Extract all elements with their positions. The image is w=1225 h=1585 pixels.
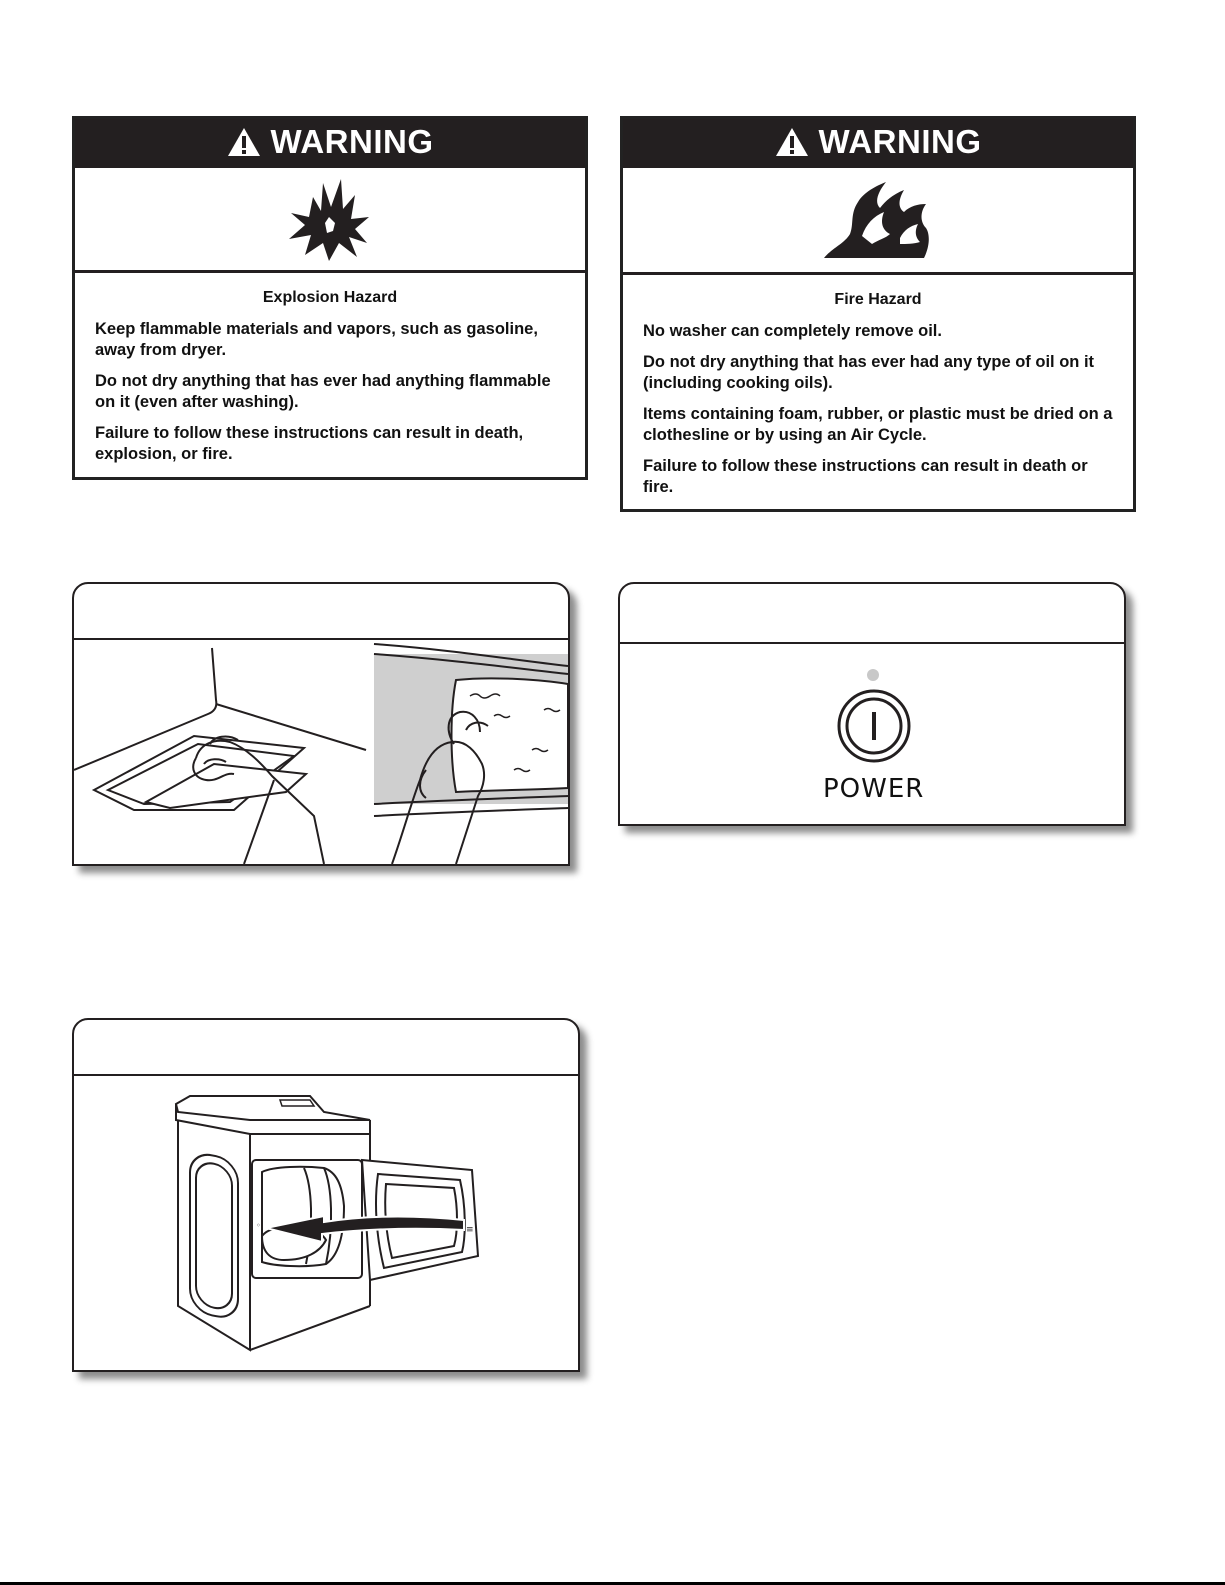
lint-screen-panel	[72, 582, 570, 866]
power-panel	[618, 582, 1126, 826]
power-button-icon[interactable]	[834, 686, 914, 766]
hazard-title: Fire Hazard	[834, 291, 922, 308]
power-label: POWER	[823, 774, 925, 804]
explosion-icon	[285, 177, 375, 261]
panel-title-bar	[74, 1020, 578, 1076]
dryer-loading-illustration	[74, 1076, 578, 1370]
lint-screen-illustration	[74, 640, 568, 864]
signal-word: WARNING	[818, 123, 982, 160]
indicator-light-icon	[866, 668, 880, 682]
hazard-title: Explosion Hazard	[262, 289, 398, 306]
hazard-icon-row	[75, 165, 585, 273]
power-panel-body	[620, 644, 1124, 824]
explosion-warning-box	[72, 116, 588, 480]
svg-text:◦: ◦	[256, 1221, 261, 1230]
dryer-loading-panel	[72, 1018, 580, 1372]
warning-line: Failure to follow these instructions can result in death, explosion, or fire.	[95, 424, 524, 463]
panel-title-bar	[620, 584, 1124, 644]
svg-text:≡: ≡	[466, 1225, 474, 1235]
warning-line: Do not dry anything that has ever had any type of oil on it (including cooking oils).	[643, 353, 1095, 392]
signal-word: WARNING	[270, 123, 434, 160]
warning-line: Failure to follow these instructions can result in death or fire.	[643, 457, 1088, 496]
alert-triangle-icon	[227, 127, 261, 157]
warning-line: Do not dry anything that has ever had anything flammable on it (even after washing).	[95, 372, 551, 411]
fire-icon	[820, 178, 936, 262]
warning-line: Keep flammable materials and vapors, such as gasoline, away from dryer.	[95, 320, 538, 359]
warning-header	[623, 119, 1133, 165]
panel-title-bar	[74, 584, 568, 640]
alert-triangle-icon	[775, 127, 809, 157]
warning-line: Items containing foam, rubber, or plastic must be dried on a clothesline or by using an Air Cycle.	[643, 405, 1113, 444]
warning-line: No washer can completely remove oil.	[643, 322, 942, 340]
hazard-icon-row	[623, 165, 1133, 275]
warning-header	[75, 119, 585, 165]
fire-warning-box	[620, 116, 1136, 512]
